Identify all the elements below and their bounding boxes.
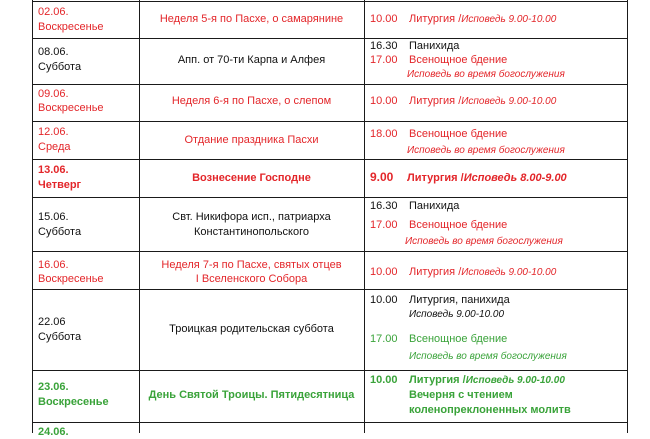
service-time: 10.00	[370, 294, 398, 306]
row-divider	[32, 38, 628, 39]
row-day: Воскресенье	[38, 102, 104, 114]
row-date: 22.06	[38, 316, 66, 328]
row-feast-line2: I Вселенского Собора	[195, 273, 308, 285]
row-date: 16.06.	[38, 259, 69, 271]
service-text: Панихида	[409, 200, 460, 212]
col-divider	[364, 0, 365, 433]
row-day: Четверг	[38, 179, 82, 191]
confession-time: Исповедь 9.00-10.00	[409, 309, 505, 320]
row-date: 09.06.	[38, 88, 69, 100]
confession-time: Исповедь 9.00-10.00	[465, 375, 565, 386]
service-text: Литургия /Исповедь 9.00-10.00	[409, 13, 557, 25]
service-text: Литургия, панихида	[409, 294, 510, 306]
row-divider	[32, 422, 628, 423]
row-divider	[32, 251, 628, 252]
service-time: 17.00	[370, 54, 398, 66]
service-time: 10.00	[370, 95, 398, 107]
row-feast-line2: Константинопольского	[193, 226, 309, 238]
row-divider	[32, 289, 628, 290]
schedule-table	[32, 0, 628, 438]
row-day: Воскресенье	[38, 273, 104, 285]
row-divider	[32, 84, 628, 85]
service-time: 16.30	[370, 40, 398, 52]
row-date: 23.06.	[38, 381, 69, 393]
confession-note: Исповедь во время богослужения	[407, 145, 565, 156]
row-divider	[32, 370, 628, 371]
row-feast: День Святой Троицы. Пятидесятница	[148, 389, 355, 401]
confession-time: Исповедь 9.00-10.00	[461, 14, 557, 25]
service-text: Литургия /Исповедь 9.00-10.00	[409, 266, 557, 278]
row-day: Суббота	[38, 61, 82, 73]
row-date: 02.06.	[38, 6, 69, 18]
service-time: 17.00	[370, 219, 398, 231]
confession-time: Исповедь 9.00-10.00	[461, 267, 557, 278]
confession-note: Исповедь во время богослужения	[409, 351, 567, 362]
row-feast: Апп. от 70-ти Карпа и Алфея	[177, 54, 326, 66]
service-time: 10.00	[370, 374, 398, 386]
service-text-line3: коленопреклоненных молитв	[409, 404, 571, 416]
service-text: Всенощное бдение	[409, 128, 508, 140]
confession-time: Исповедь 9.00-10.00	[461, 96, 557, 107]
service-text: Литургия /Исповедь 9.00-10.00	[409, 95, 557, 107]
service-time: 17.00	[370, 333, 398, 345]
row-date: 13.06.	[38, 164, 69, 176]
row-date: 15.06.	[38, 211, 69, 223]
confession-time: Исповедь 8.00-9.00	[463, 172, 567, 184]
row-feast: Неделя 6-я по Пасхе, о слепом	[171, 95, 332, 107]
row-divider	[32, 121, 628, 122]
row-day: Суббота	[38, 331, 82, 343]
row-feast: Отдание праздника Пасхи	[184, 134, 319, 146]
row-date: 08.06.	[38, 46, 69, 58]
row-day: Суббота	[38, 226, 82, 238]
row-day: Воскресенье	[38, 396, 109, 408]
service-time: 9.00	[370, 170, 394, 184]
confession-note: Исповедь во время богослужения	[405, 236, 563, 247]
row-date: 24.06.	[38, 426, 69, 438]
service-text: Всенощное бдение	[409, 219, 508, 231]
service-text: Всенощное бдение	[409, 333, 508, 345]
row-feast: Неделя 5-я по Пасхе, о самарянине	[159, 13, 344, 25]
row-divider	[32, 159, 628, 160]
row-divider	[32, 1, 628, 2]
row-divider	[32, 197, 628, 198]
service-time: 18.00	[370, 128, 398, 140]
service-time: 10.00	[370, 266, 398, 278]
row-feast: Троицкая родительская суббота	[169, 323, 334, 335]
row-day: Воскресенье	[38, 21, 104, 33]
service-text: Всенощное бдение	[409, 54, 508, 66]
col-divider	[627, 0, 628, 433]
row-date: 12.06.	[38, 126, 69, 138]
service-text: Литургия /Исповедь 9.00-10.00	[409, 374, 565, 386]
service-time: 16.30	[370, 200, 398, 212]
row-feast-line1: Неделя 7-я по Пасхе, святых отцев	[161, 259, 342, 271]
service-text: Панихида	[409, 40, 460, 52]
service-text-line2: Вечерня с чтением	[409, 389, 513, 401]
confession-note: Исповедь во время богослужения	[407, 69, 565, 80]
row-day: Среда	[38, 141, 71, 153]
col-divider	[32, 0, 33, 433]
service-text: Литургия /Исповедь 8.00-9.00	[407, 172, 567, 184]
service-time: 10.00	[370, 13, 398, 25]
row-feast-line1: Свт. Никифора исп., патриарха	[172, 211, 331, 223]
row-feast: Вознесение Господне	[192, 172, 311, 184]
